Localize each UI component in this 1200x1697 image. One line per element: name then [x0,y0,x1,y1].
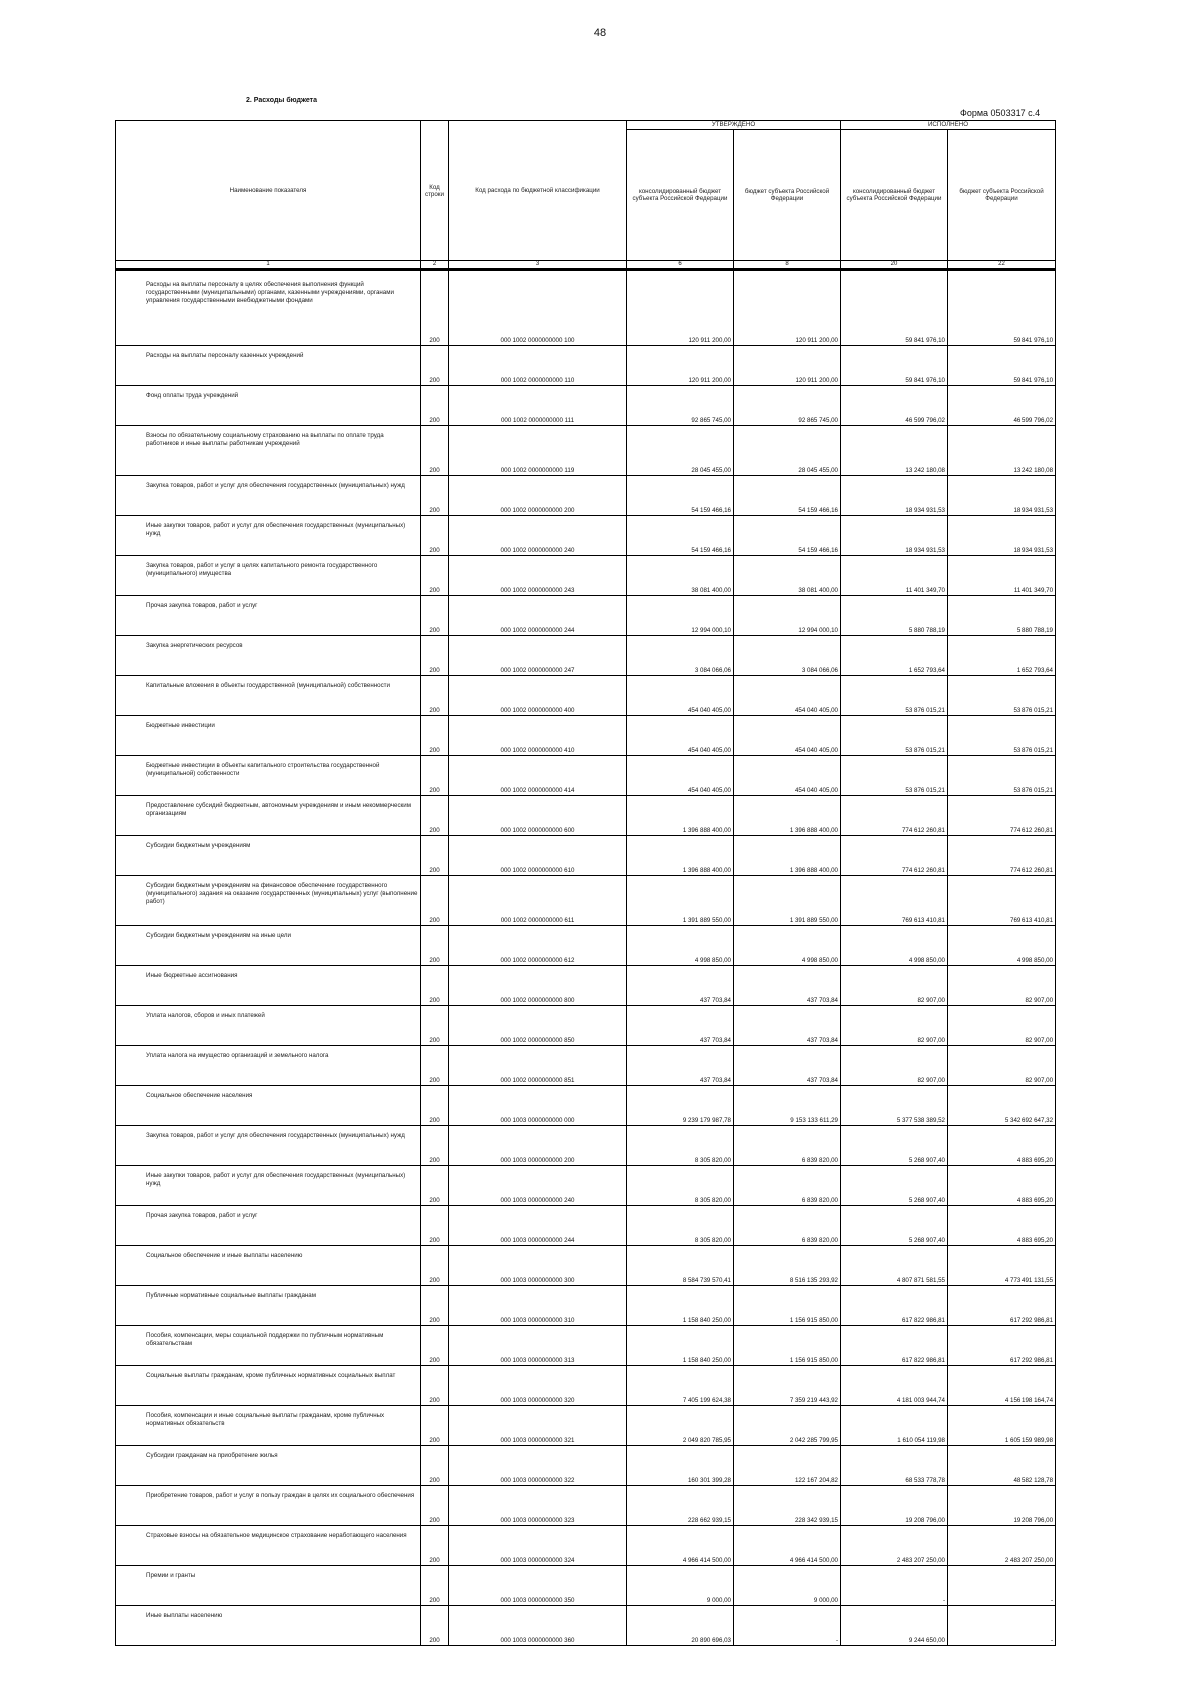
row-name: Приобретение товаров, работ и услуг в пользу граждан в целях их социального обеспечения [116,1486,421,1526]
row-executed-subject: 769 613 410,81 [948,876,1056,926]
row-approved-subject: 54 159 466,16 [734,476,841,516]
row-approved-consolidated: 454 040 405,00 [627,716,734,756]
row-approved-consolidated: 437 703,84 [627,1046,734,1086]
row-executed-subject: 774 612 260,81 [948,836,1056,876]
row-name: Страховые взносы на обязательное медицинское страхование неработающего населения [116,1526,421,1566]
row-line-code: 200 [421,756,449,796]
row-line-code: 200 [421,836,449,876]
row-approved-consolidated: 8 305 820,00 [627,1126,734,1166]
group-approved-header: УТВЕРЖДЕНО [627,121,841,130]
row-budget-code: 000 1002 0000000000 400 [449,676,627,716]
row-executed-subject: 4 156 198 164,74 [948,1366,1056,1406]
col-subj-executed-header: бюджет субъекта Российской Федерации [948,130,1056,261]
table-row [116,386,1056,426]
row-name: Расходы на выплаты персоналу в целях обеспечения выполнения функций государственными (муниципальными) органами, казенными учреждениями, органами управления государственными внебюджетными фондами [116,270,421,346]
table-row [116,676,1056,716]
row-approved-consolidated: 54 159 466,16 [627,516,734,556]
row-budget-code: 000 1003 0000000000 324 [449,1526,627,1566]
row-name: Прочая закупка товаров, работ и услуг [116,596,421,636]
row-executed-consolidated: 4 807 871 581,55 [841,1246,948,1286]
row-name: Бюджетные инвестиции в объекты капитального строительства государственной (муниципальной) собственности [116,756,421,796]
row-line-code: 200 [421,1286,449,1326]
row-approved-subject: 120 911 200,00 [734,346,841,386]
row-executed-subject: - [948,1606,1056,1646]
row-line-code: 200 [421,1566,449,1606]
form-label: Форма 0503317 с.4 [960,108,1041,118]
row-budget-code: 000 1003 0000000000 240 [449,1166,627,1206]
row-line-code: 200 [421,966,449,1006]
row-name: Иные закупки товаров, работ и услуг для обеспечения государственных (муниципальных) нужд [116,516,421,556]
row-approved-subject: 8 516 135 293,92 [734,1246,841,1286]
row-executed-consolidated: 1 652 793,64 [841,636,948,676]
row-name: Субсидии бюджетным учреждениям на финансовое обеспечение государственного (муниципального) задания на оказание государственных (муниципальных) услуг (выполнение работ) [116,876,421,926]
row-approved-consolidated: 1 396 888 400,00 [627,836,734,876]
row-line-code: 200 [421,476,449,516]
table-row [116,1446,1056,1486]
row-approved-subject: 437 703,84 [734,966,841,1006]
row-approved-subject: 3 084 066,06 [734,636,841,676]
row-executed-consolidated: 53 876 015,21 [841,676,948,716]
row-approved-consolidated: 454 040 405,00 [627,676,734,716]
row-executed-subject: 4 773 491 131,55 [948,1246,1056,1286]
row-line-code: 200 [421,1166,449,1206]
row-approved-subject: 1 396 888 400,00 [734,796,841,836]
row-executed-subject: 18 934 931,53 [948,476,1056,516]
row-executed-subject: 19 208 796,00 [948,1486,1056,1526]
row-executed-subject: 18 934 931,53 [948,516,1056,556]
col-name-header: Наименование показателя [116,121,421,261]
row-name: Пособия, компенсации и иные социальные выплаты гражданам, кроме публичных нормативных обязательств [116,1406,421,1446]
row-approved-consolidated: 437 703,84 [627,966,734,1006]
row-executed-consolidated: 19 208 796,00 [841,1486,948,1526]
row-line-code: 200 [421,556,449,596]
row-executed-consolidated: 617 822 986,81 [841,1286,948,1326]
row-approved-subject: 228 342 939,15 [734,1486,841,1526]
table-row [116,1086,1056,1126]
row-executed-consolidated: 4 181 003 944,74 [841,1366,948,1406]
row-budget-code: 000 1003 0000000000 244 [449,1206,627,1246]
row-name: Премии и гранты [116,1566,421,1606]
table-row [116,1206,1056,1246]
row-approved-consolidated: 437 703,84 [627,1006,734,1046]
row-budget-code: 000 1003 0000000000 310 [449,1286,627,1326]
row-budget-code: 000 1002 0000000000 119 [449,426,627,476]
table-body [116,270,1056,1646]
row-approved-consolidated: 9 000,00 [627,1566,734,1606]
row-name: Бюджетные инвестиции [116,716,421,756]
row-name: Закупка товаров, работ и услуг для обеспечения государственных (муниципальных) нужд [116,1126,421,1166]
table-row [116,1486,1056,1526]
table-row [116,636,1056,676]
row-budget-code: 000 1003 0000000000 323 [449,1486,627,1526]
table-row [116,836,1056,876]
row-executed-consolidated: 774 612 260,81 [841,836,948,876]
row-budget-code: 000 1002 0000000000 111 [449,386,627,426]
row-approved-consolidated: 228 662 939,15 [627,1486,734,1526]
row-executed-subject: 5 880 788,19 [948,596,1056,636]
row-executed-consolidated: 4 998 850,00 [841,926,948,966]
row-approved-subject: 4 998 850,00 [734,926,841,966]
row-approved-consolidated: 1 396 888 400,00 [627,796,734,836]
row-line-code: 200 [421,426,449,476]
row-approved-consolidated: 454 040 405,00 [627,756,734,796]
row-budget-code: 000 1003 0000000000 200 [449,1126,627,1166]
row-budget-code: 000 1002 0000000000 612 [449,926,627,966]
row-budget-code: 000 1002 0000000000 850 [449,1006,627,1046]
row-budget-code: 000 1003 0000000000 322 [449,1446,627,1486]
row-budget-code: 000 1002 0000000000 200 [449,476,627,516]
row-executed-subject: 53 876 015,21 [948,676,1056,716]
row-line-code: 200 [421,1366,449,1406]
row-budget-code: 000 1002 0000000000 410 [449,716,627,756]
row-name: Расходы на выплаты персоналу казенных учреждений [116,346,421,386]
row-budget-code: 000 1002 0000000000 851 [449,1046,627,1086]
row-name: Уплата налогов, сборов и иных платежей [116,1006,421,1046]
row-executed-subject: 11 401 349,70 [948,556,1056,596]
row-executed-consolidated: 68 533 778,78 [841,1446,948,1486]
row-executed-consolidated: 59 841 976,10 [841,346,948,386]
row-approved-consolidated: 1 158 840 250,00 [627,1286,734,1326]
row-line-code: 200 [421,1046,449,1086]
row-executed-consolidated: 46 599 796,02 [841,386,948,426]
table-row [116,756,1056,796]
row-name: Капитальные вложения в объекты государственной (муниципальной) собственности [116,676,421,716]
table-row [116,1046,1056,1086]
row-executed-subject: 617 292 986,81 [948,1326,1056,1366]
table-row [116,876,1056,926]
section-title: 2. Расходы бюджета [246,97,317,104]
row-executed-subject: 4 883 695,20 [948,1166,1056,1206]
row-executed-consolidated: 5 268 907,40 [841,1166,948,1206]
row-line-code: 200 [421,1246,449,1286]
row-approved-subject: 6 839 820,00 [734,1126,841,1166]
row-approved-consolidated: 8 305 820,00 [627,1206,734,1246]
row-line-code: 200 [421,636,449,676]
row-approved-subject: 92 865 745,00 [734,386,841,426]
row-executed-subject: 53 876 015,21 [948,756,1056,796]
row-name: Субсидии бюджетным учреждениям [116,836,421,876]
column-number: 20 [841,261,948,270]
row-executed-subject: 4 883 695,20 [948,1206,1056,1246]
row-executed-subject: 13 242 180,08 [948,426,1056,476]
row-executed-consolidated: 9 244 650,00 [841,1606,948,1646]
row-executed-consolidated: 13 242 180,08 [841,426,948,476]
column-number: 22 [948,261,1056,270]
row-approved-subject: 1 396 888 400,00 [734,836,841,876]
row-executed-subject: 53 876 015,21 [948,716,1056,756]
table-row [116,476,1056,516]
table-row [116,926,1056,966]
row-executed-consolidated: 82 907,00 [841,1006,948,1046]
row-approved-consolidated: 4 966 414 500,00 [627,1526,734,1566]
table-row [116,1006,1056,1046]
row-approved-subject: 120 911 200,00 [734,270,841,346]
row-approved-subject: 9 000,00 [734,1566,841,1606]
row-approved-subject: 437 703,84 [734,1046,841,1086]
row-executed-consolidated: 5 268 907,40 [841,1206,948,1246]
column-number: 8 [734,261,841,270]
row-executed-consolidated: 18 934 931,53 [841,476,948,516]
row-line-code: 200 [421,1406,449,1446]
row-budget-code: 000 1003 0000000000 360 [449,1606,627,1646]
row-executed-consolidated: 769 613 410,81 [841,876,948,926]
table-row [116,1166,1056,1206]
row-executed-consolidated: 1 610 054 119,98 [841,1406,948,1446]
row-executed-consolidated: 11 401 349,70 [841,556,948,596]
table-row [116,426,1056,476]
row-executed-consolidated: 59 841 976,10 [841,270,948,346]
table-row [116,1366,1056,1406]
table-row [116,346,1056,386]
row-approved-consolidated: 8 584 739 570,41 [627,1246,734,1286]
row-approved-consolidated: 9 239 179 987,78 [627,1086,734,1126]
row-approved-subject: 7 359 219 443,92 [734,1366,841,1406]
row-approved-consolidated: 54 159 466,16 [627,476,734,516]
row-executed-subject: 48 582 128,78 [948,1446,1056,1486]
row-executed-consolidated: 18 934 931,53 [841,516,948,556]
row-line-code: 200 [421,1126,449,1166]
row-executed-consolidated: 82 907,00 [841,966,948,1006]
row-approved-consolidated: 3 084 066,06 [627,636,734,676]
column-number: 1 [116,261,421,270]
row-executed-subject: 2 483 207 250,00 [948,1526,1056,1566]
row-approved-consolidated: 160 301 399,28 [627,1446,734,1486]
row-budget-code: 000 1003 0000000000 321 [449,1406,627,1446]
row-approved-subject: 9 153 133 611,29 [734,1086,841,1126]
table-row [116,1326,1056,1366]
row-name: Предоставление субсидий бюджетным, автономным учреждениям и иным некоммерческим организациям [116,796,421,836]
column-number: 6 [627,261,734,270]
row-name: Субсидии гражданам на приобретение жилья [116,1446,421,1486]
row-approved-subject: 6 839 820,00 [734,1166,841,1206]
row-approved-subject: 12 994 000,10 [734,596,841,636]
row-executed-subject: 82 907,00 [948,966,1056,1006]
table-row [116,270,1056,346]
row-executed-subject: 82 907,00 [948,1046,1056,1086]
row-approved-subject: 38 081 400,00 [734,556,841,596]
row-approved-consolidated: 38 081 400,00 [627,556,734,596]
row-executed-subject: 1 605 159 989,98 [948,1406,1056,1446]
table-row [116,1606,1056,1646]
row-executed-consolidated: 82 907,00 [841,1046,948,1086]
table-row [116,1126,1056,1166]
group-executed-header: ИСПОЛНЕНО [841,121,1056,130]
row-approved-subject: 1 391 889 550,00 [734,876,841,926]
table-row [116,1246,1056,1286]
row-line-code: 200 [421,876,449,926]
row-line-code: 200 [421,596,449,636]
row-name: Фонд оплаты труда учреждений [116,386,421,426]
row-executed-subject: 774 612 260,81 [948,796,1056,836]
row-name: Взносы по обязательному социальному страхованию на выплаты по оплате труда работников и иные выплаты работникам учреждений [116,426,421,476]
row-approved-subject: 122 167 204,82 [734,1446,841,1486]
row-name: Субсидии бюджетным учреждениям на иные цели [116,926,421,966]
row-executed-subject: 4 998 850,00 [948,926,1056,966]
table-row [116,1566,1056,1606]
row-executed-consolidated: 5 268 907,40 [841,1126,948,1166]
table-row [116,716,1056,756]
row-executed-subject: - [948,1566,1056,1606]
row-approved-consolidated: 120 911 200,00 [627,270,734,346]
row-executed-consolidated: 774 612 260,81 [841,796,948,836]
row-approved-subject: - [734,1606,841,1646]
column-number: 3 [449,261,627,270]
col-cons-executed-header: консолидированный бюджет субъекта Российской Федерации [841,130,948,261]
table-row [116,1526,1056,1566]
row-line-code: 200 [421,516,449,556]
row-budget-code: 000 1002 0000000000 800 [449,966,627,1006]
row-budget-code: 000 1003 0000000000 320 [449,1366,627,1406]
row-approved-subject: 6 839 820,00 [734,1206,841,1246]
row-executed-subject: 1 652 793,64 [948,636,1056,676]
table-row [116,1406,1056,1446]
row-budget-code: 000 1002 0000000000 247 [449,636,627,676]
table-row [116,516,1056,556]
row-approved-subject: 454 040 405,00 [734,676,841,716]
expenses-table [115,120,1056,1646]
row-approved-consolidated: 4 998 850,00 [627,926,734,966]
row-line-code: 200 [421,796,449,836]
row-name: Пособия, компенсации, меры социальной поддержки по публичным нормативным обязательствам [116,1326,421,1366]
row-line-code: 200 [421,270,449,346]
row-line-code: 200 [421,1446,449,1486]
row-budget-code: 000 1002 0000000000 110 [449,346,627,386]
row-approved-subject: 28 045 455,00 [734,426,841,476]
row-line-code: 200 [421,386,449,426]
row-executed-subject: 82 907,00 [948,1006,1056,1046]
row-name: Социальное обеспечение населения [116,1086,421,1126]
row-budget-code: 000 1002 0000000000 600 [449,796,627,836]
row-line-code: 200 [421,926,449,966]
row-approved-consolidated: 1 158 840 250,00 [627,1326,734,1366]
row-line-code: 200 [421,346,449,386]
row-line-code: 200 [421,1006,449,1046]
row-name: Социальное обеспечение и иные выплаты населению [116,1246,421,1286]
row-line-code: 200 [421,1606,449,1646]
row-line-code: 200 [421,1326,449,1366]
row-executed-consolidated: 2 483 207 250,00 [841,1526,948,1566]
row-approved-consolidated: 20 890 696,03 [627,1606,734,1646]
row-executed-subject: 5 342 692 647,32 [948,1086,1056,1126]
row-executed-subject: 617 292 986,81 [948,1286,1056,1326]
row-executed-consolidated: 53 876 015,21 [841,756,948,796]
row-name: Закупка энергетических ресурсов [116,636,421,676]
row-approved-subject: 1 156 915 850,00 [734,1286,841,1326]
row-budget-code: 000 1002 0000000000 414 [449,756,627,796]
row-name: Иные выплаты населению [116,1606,421,1646]
row-approved-subject: 454 040 405,00 [734,716,841,756]
row-name: Закупка товаров, работ и услуг для обеспечения государственных (муниципальных) нужд [116,476,421,516]
col-subj-approved-header: бюджет субъекта Российской Федерации [734,130,841,261]
table-row [116,596,1056,636]
row-approved-consolidated: 28 045 455,00 [627,426,734,476]
row-executed-subject: 59 841 976,10 [948,346,1056,386]
row-executed-consolidated: 617 822 986,81 [841,1326,948,1366]
row-approved-subject: 454 040 405,00 [734,756,841,796]
table-row [116,1286,1056,1326]
row-approved-consolidated: 8 305 820,00 [627,1166,734,1206]
row-executed-subject: 4 883 695,20 [948,1126,1056,1166]
row-approved-subject: 1 156 915 850,00 [734,1326,841,1366]
row-budget-code: 000 1003 0000000000 000 [449,1086,627,1126]
row-name: Иные закупки товаров, работ и услуг для обеспечения государственных (муниципальных) нужд [116,1166,421,1206]
row-budget-code: 000 1002 0000000000 244 [449,596,627,636]
row-approved-subject: 4 966 414 500,00 [734,1526,841,1566]
row-line-code: 200 [421,716,449,756]
row-budget-code: 000 1003 0000000000 300 [449,1246,627,1286]
row-budget-code: 000 1003 0000000000 313 [449,1326,627,1366]
col-cons-approved-header: консолидированный бюджет субъекта Российской Федерации [627,130,734,261]
row-approved-consolidated: 7 405 199 624,38 [627,1366,734,1406]
column-number-row [116,261,1056,270]
row-budget-code: 000 1002 0000000000 610 [449,836,627,876]
table-row [116,796,1056,836]
row-budget-code: 000 1002 0000000000 243 [449,556,627,596]
row-executed-subject: 46 599 796,02 [948,386,1056,426]
row-executed-consolidated: - [841,1566,948,1606]
page-number: 48 [593,27,607,39]
row-executed-consolidated: 5 880 788,19 [841,596,948,636]
row-name: Социальные выплаты гражданам, кроме публичных нормативных социальных выплат [116,1366,421,1406]
row-executed-subject: 59 841 976,10 [948,270,1056,346]
row-approved-consolidated: 1 391 889 550,00 [627,876,734,926]
row-approved-subject: 2 042 285 799,95 [734,1406,841,1446]
row-approved-subject: 437 703,84 [734,1006,841,1046]
row-line-code: 200 [421,676,449,716]
col-code-header: Код расхода по бюджетной классификации [449,121,627,261]
row-approved-consolidated: 12 994 000,10 [627,596,734,636]
row-line-code: 200 [421,1086,449,1126]
row-budget-code: 000 1002 0000000000 240 [449,516,627,556]
table-row [116,556,1056,596]
row-name: Уплата налога на имущество организаций и земельного налога [116,1046,421,1086]
row-approved-consolidated: 92 865 745,00 [627,386,734,426]
row-budget-code: 000 1002 0000000000 100 [449,270,627,346]
col-line-header: Код строки [421,121,449,261]
row-budget-code: 000 1002 0000000000 611 [449,876,627,926]
row-name: Публичные нормативные социальные выплаты гражданам [116,1286,421,1326]
row-line-code: 200 [421,1486,449,1526]
column-number: 2 [421,261,449,270]
row-name: Иные бюджетные ассигнования [116,966,421,1006]
row-budget-code: 000 1003 0000000000 350 [449,1566,627,1606]
table-row [116,966,1056,1006]
row-name: Закупка товаров, работ и услуг в целях капитального ремонта государственного (муниципального) имущества [116,556,421,596]
row-line-code: 200 [421,1206,449,1246]
row-executed-consolidated: 53 876 015,21 [841,716,948,756]
row-approved-subject: 54 159 466,16 [734,516,841,556]
row-line-code: 200 [421,1526,449,1566]
row-executed-consolidated: 5 377 538 389,52 [841,1086,948,1126]
row-name: Прочая закупка товаров, работ и услуг [116,1206,421,1246]
row-approved-consolidated: 120 911 200,00 [627,346,734,386]
row-approved-consolidated: 2 049 820 785,95 [627,1406,734,1446]
